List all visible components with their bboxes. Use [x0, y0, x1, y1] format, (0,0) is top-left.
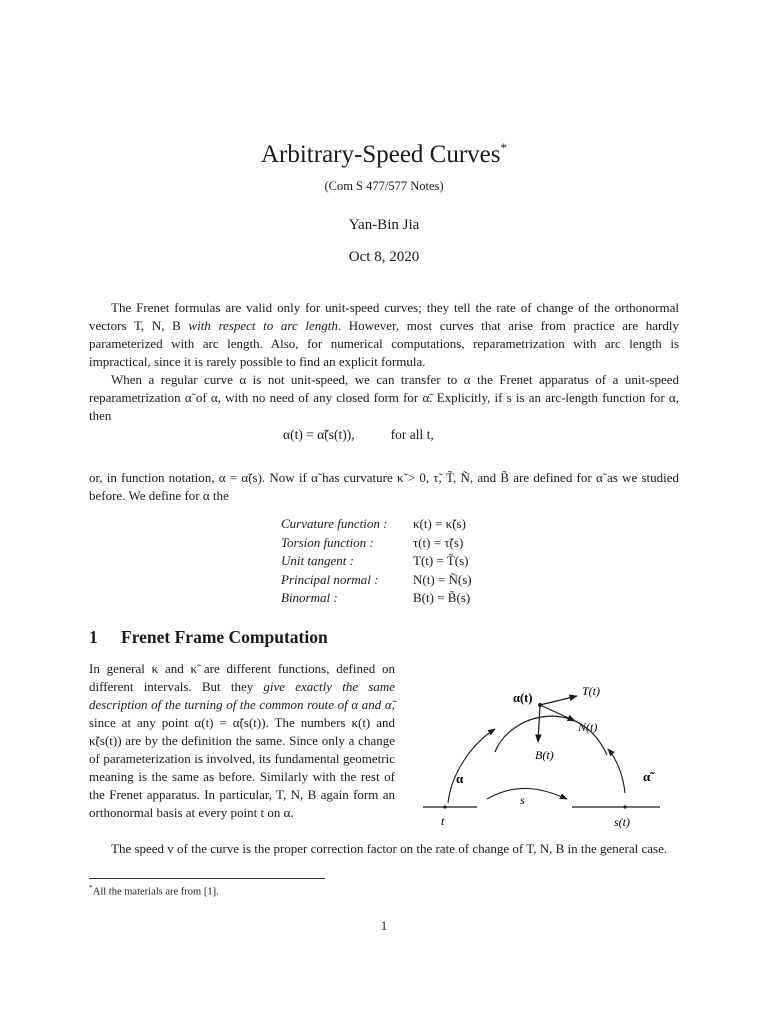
- label-s-t: s(t): [614, 815, 630, 829]
- definition-row: Curvature function : κ(t) = κ̃(s): [281, 516, 466, 531]
- tangent-vector: [540, 696, 577, 705]
- label-alpha: α: [456, 771, 464, 786]
- label-N: N(t): [578, 720, 598, 734]
- section-paragraph-1: In general κ and κ̃ are different functions, defined on different intervals. But they give exactly the same description of the turning of the common route of α and α̃, since at any point α(t) = α̃(s(t)). The numbers κ(t) and κ̃(s(t)) are by the definition the same. Since only a change of parameterization is involved, its fundamental geometric meaning is the same as before. Similarly with the rest of the Frenet apparatus. In particular, T, N, B again form an orthonormal basis at every point t on α.: [89, 661, 395, 820]
- label-t: t: [441, 814, 445, 828]
- definition-row: Unit tangent : T(t) = T̃(s): [281, 553, 469, 568]
- paper-title-text: Arbitrary-Speed Curves: [260, 141, 501, 168]
- paper-date: Oct 8, 2020: [348, 249, 420, 265]
- paper-title: [0, 140, 768, 169]
- display-equation: [283, 427, 434, 443]
- definition-row: Principal normal : N(t) = Ñ(s): [281, 571, 472, 587]
- label-s: s: [520, 793, 525, 807]
- label-alpha-t: α(t): [513, 691, 533, 705]
- page-number: 1: [380, 918, 388, 933]
- footnote-text: All the materials are from [1].: [92, 886, 219, 898]
- paper-author: Yan-Bin Jia: [348, 217, 420, 233]
- footnote-rule: [89, 878, 325, 879]
- normal-vector: [540, 705, 575, 721]
- definition-list: [281, 516, 472, 609]
- paper-subtitle: (Com S 477/577 Notes): [324, 179, 444, 193]
- definition-row: Binormal : B(t) = B̃(s): [281, 590, 471, 605]
- alpha-arrow: [448, 729, 495, 803]
- intro-paragraph-2: When a regular curve α is not unit-speed, we can transfer to α the Frenet apparatus of a unit-speed reparametrization α̃ of α, with no need of any closed form for α̃. Explicitly, if s is an arc-length function for α, then: [89, 372, 679, 423]
- label-T: T(t): [582, 684, 600, 698]
- section-paragraph-2: The speed v of the curve is the proper correction factor on the rate of change of T, N, B in the general case.: [111, 841, 668, 856]
- intro-paragraph-3: or, in function notation, α = α̃(s). Now if α̃ has curvature κ̃ > 0, τ̃, T̃, Ñ, and B̃ are defined for α̃ as we studied before. We define for α the: [89, 470, 679, 503]
- label-alpha-tilde: α̃: [643, 769, 651, 784]
- frenet-figure: [415, 665, 675, 840]
- definition-row: Torsion function : τ(t) = τ̃(s): [281, 534, 464, 550]
- equation-formula: α(t) = α̃(s(t)),: [283, 427, 355, 442]
- section-heading: [89, 627, 328, 648]
- s-t-point: [623, 805, 626, 808]
- title-footnote-mark: *: [500, 140, 507, 155]
- intro-paragraph-1: The Frenet formulas are valid only for unit-speed curves; they tell the rate of change of the orthonormal vectors T, N, B with respect to arc length. However, most curves that arise from practice are hardly parameterized with arc length. Also, for numerical computations, reparametrization with arc length is impractical, since it is rarely possible to find an explicit formula.: [89, 300, 679, 369]
- alpha-tilde-arrow: [608, 749, 625, 793]
- t-point: [443, 805, 446, 808]
- section-number: 1: [89, 627, 98, 647]
- s-arrow: [487, 788, 567, 799]
- equation-condition: for all t,: [390, 427, 434, 442]
- section-title: Frenet Frame Computation: [121, 627, 328, 647]
- footnote-mark: *: [89, 883, 93, 892]
- binormal-vector: [538, 705, 540, 742]
- footnote: [89, 883, 219, 898]
- label-B: B(t): [535, 748, 554, 762]
